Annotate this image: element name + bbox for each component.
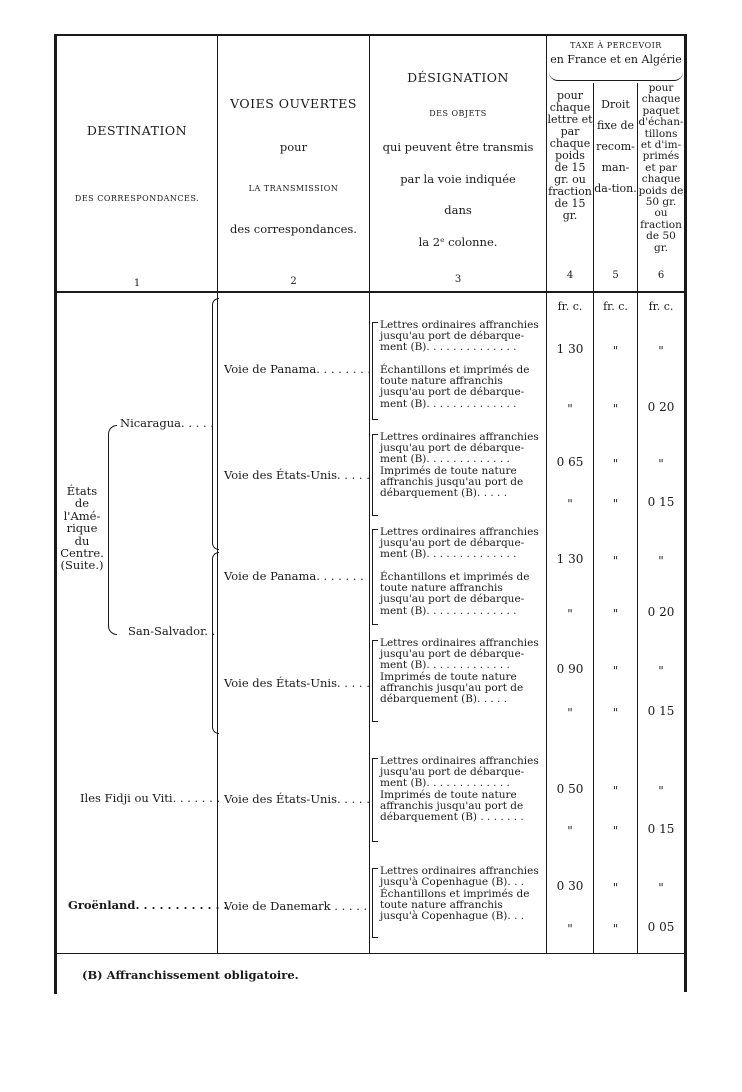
desc-b-row-5: Imprimés de toute nature affranchis jusqu'au port de débarquement (B) . . . . . . .: [380, 789, 524, 824]
desc-a-row-3: Lettres ordinaires affranchies jusqu'au port de débarque-ment (B). . . . . . . . . . . . . .: [380, 526, 539, 561]
desc-a-row-2: Lettres ordinaires affranchies jusqu'au port de débarque-ment (B). . . . . . . . . . . . .: [380, 431, 539, 466]
col2-text: des correspondances.: [230, 222, 357, 236]
col3-line2: par la voie indiquée: [400, 172, 516, 186]
val-b4-row-4: ": [567, 706, 573, 720]
val-b5-row-2: ": [612, 497, 619, 511]
right-border: [684, 34, 687, 992]
route-row-1: Voie de Panama. . . . . . . .: [224, 362, 372, 376]
col6-header: pour chaque paquet d'échan-tillons et d'im-primés et par chaque poids de 50 gr. ou fraction de 50 gr.: [638, 82, 684, 254]
val-a5-row-3: ": [612, 554, 619, 568]
val-a6-row-6: ": [658, 881, 664, 895]
desc-brace-2: [372, 434, 378, 516]
val-a5-row-6: ": [612, 881, 619, 895]
col5-header: Droit fixe de recom-man-da-tion.: [594, 98, 637, 195]
val-a4-row-5: 0 50: [556, 782, 584, 796]
val-b6-row-5: 0 15: [647, 822, 675, 836]
desc-brace-1: [372, 322, 378, 420]
taxe-subtitle: en France et en Algérie: [550, 53, 682, 66]
desc-a-row-6: Lettres ordinaires affranchies jusqu'à Copenhague (B). . .: [380, 865, 539, 889]
country-groenland: Groënland. . . . . . . . . . . .: [68, 898, 228, 912]
col4-unit: fr. c.: [557, 300, 583, 313]
footnote: (B) Affranchissement obligatoire.: [82, 968, 299, 982]
route-row-5: Voie des États-Unis. . . . .: [224, 792, 370, 806]
desc-b-row-2: Imprimés de toute nature affranchis jusqu'au port de débarquement (B). . . . .: [380, 465, 524, 500]
taxe-brace: [549, 72, 683, 81]
desc-b-row-6: Échantillons et imprimés de toute nature affranchis jusqu'à Copenhague (B). . .: [380, 888, 530, 923]
val-b4-row-1: ": [567, 402, 573, 416]
top-rule: [56, 34, 686, 36]
col1-subtitle: DES CORRESPONDANCES.: [74, 194, 200, 203]
val-a5-row-1: ": [612, 344, 619, 358]
desc-brace-5: [372, 758, 378, 842]
col3-subtitle: DES OBJETS: [429, 109, 487, 118]
route-row-2: Voie des États-Unis. . . . .: [224, 468, 370, 482]
col3-title: DÉSIGNATION: [407, 70, 509, 85]
desc-b-row-3: Échantillons et imprimés de toute nature affranchis jusqu'au port de débarque-ment (B). . . . . . . . . . . . . .: [380, 571, 530, 617]
desc-a-row-1: Lettres ordinaires affranchies jusqu'au port de débarque-ment (B). . . . . . . . . . . . . .: [380, 319, 539, 354]
table-bottom-rule: [56, 953, 686, 954]
region-label: États de l'Amé-rique du Centre. (Suite.): [60, 484, 104, 573]
val-a4-row-6: 0 30: [556, 879, 584, 893]
nicaragua-brace: [212, 298, 219, 550]
col3-line4: la 2ᵉ colonne.: [418, 235, 498, 249]
val-b5-row-6: ": [612, 922, 619, 936]
val-a6-row-5: ": [658, 784, 664, 798]
col3-line3: dans: [444, 203, 472, 217]
val-b4-row-3: ": [567, 607, 573, 621]
val-a4-row-2: 0 65: [556, 455, 584, 469]
val-a4-row-4: 0 90: [556, 662, 584, 676]
val-a4-row-3: 1 30: [556, 552, 584, 566]
val-b6-row-4: 0 15: [647, 704, 675, 718]
desc-a-row-5: Lettres ordinaires affranchies jusqu'au port de débarque-ment (B). . . . . . . . . . . . .: [380, 755, 539, 790]
col6-unit: fr. c.: [648, 300, 674, 313]
col2-number: 2: [290, 276, 297, 287]
desc-brace-3: [372, 529, 378, 625]
col2-subtitle: LA TRANSMISSION: [248, 184, 339, 193]
route-row-6: Voie de Danemark . . . . .: [224, 899, 368, 913]
col3-line1: qui peuvent être transmis: [382, 140, 534, 154]
desc-brace-6: [372, 868, 378, 938]
country-fidji: Iles Fidji ou Viti. . . . . . .: [80, 791, 221, 805]
val-b4-row-2: ": [567, 497, 573, 511]
val-b4-row-5: ": [567, 824, 573, 838]
val-b4-row-6: ": [567, 922, 573, 936]
col5-number: 5: [612, 270, 619, 281]
col1-title: DESTINATION: [86, 123, 188, 138]
val-a6-row-4: ": [658, 664, 664, 678]
val-a5-row-5: ": [612, 784, 619, 798]
val-b5-row-1: ": [612, 402, 619, 416]
header-rule: [56, 291, 686, 293]
col4-header: pour chaque lettre et par chaque poids de 15 gr. ou fraction de 15 gr.: [547, 89, 593, 222]
val-a4-row-1: 1 30: [556, 342, 584, 356]
val-b5-row-5: ": [612, 824, 619, 838]
desc-b-row-4: Imprimés de toute nature affranchis jusqu'au port de débarquement (B). . . . .: [380, 671, 524, 706]
val-a6-row-3: ": [658, 554, 664, 568]
left-border: [54, 34, 57, 994]
col2-pour: pour: [279, 140, 308, 154]
col3-number: 3: [454, 274, 462, 285]
val-a5-row-4: ": [612, 664, 619, 678]
region-brace: [108, 425, 117, 635]
col6-number: 6: [657, 270, 665, 281]
desc-b-row-1: Échantillons et imprimés de toute nature affranchis jusqu'au port de débarque-ment (B). . . . . . . . . . . . . .: [380, 364, 530, 410]
route-row-3: Voie de Panama. . . . . . .: [224, 569, 364, 583]
val-b5-row-4: ": [612, 706, 619, 720]
col2-title: VOIES OUVERTES: [230, 96, 357, 111]
country-san-salvador: San-Salvador. .: [128, 624, 216, 638]
val-a6-row-1: ": [658, 344, 664, 358]
val-a6-row-2: ": [658, 457, 664, 471]
col4-number: 4: [566, 270, 574, 281]
val-b5-row-3: ": [612, 607, 619, 621]
val-b6-row-2: 0 15: [647, 495, 675, 509]
val-a5-row-2: ": [612, 457, 619, 471]
val-b6-row-1: 0 20: [647, 400, 675, 414]
col1-number: 1: [133, 278, 141, 289]
val-b6-row-3: 0 20: [647, 605, 675, 619]
route-row-4: Voie des États-Unis. . . . .: [224, 676, 370, 690]
val-b6-row-6: 0 05: [647, 920, 675, 934]
country-nicaragua: Nicaragua. . . . .: [120, 416, 214, 430]
desc-brace-4: [372, 640, 378, 722]
col-sep-4: [593, 83, 594, 953]
col5-unit: fr. c.: [603, 300, 628, 313]
desc-a-row-4: Lettres ordinaires affranchies jusqu'au port de débarque-ment (B). . . . . . . . . . . . .: [380, 637, 539, 672]
taxe-title: TAXE À PERCEVOIR: [570, 41, 662, 50]
san-salvador-brace: [212, 552, 219, 734]
